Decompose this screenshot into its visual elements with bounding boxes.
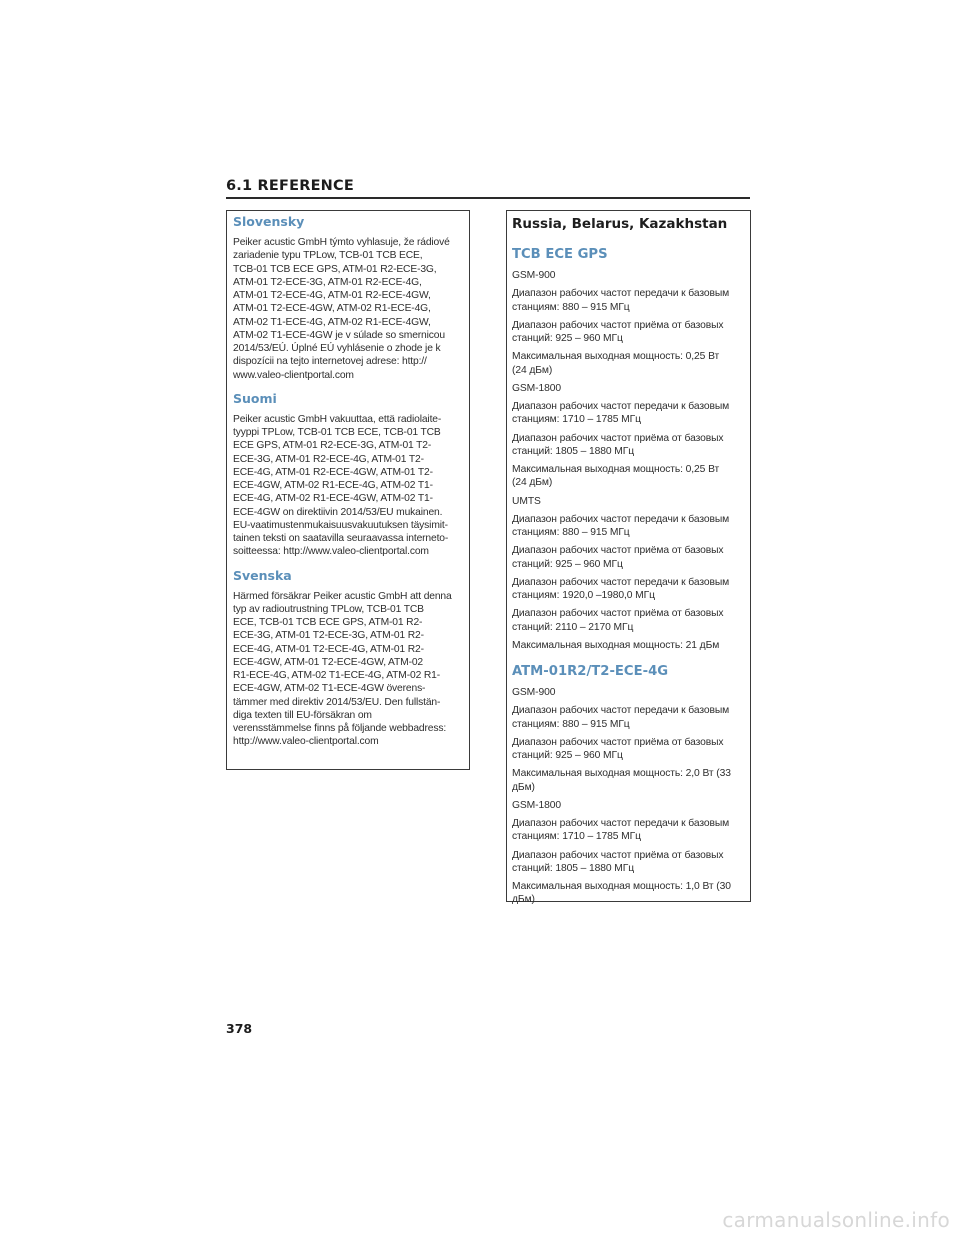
- declaration-text: Härmed försäkrar Peiker acustic GmbH att denna typ av radioutrustning TPLow, TCB-01 TCB ECE, TCB-01 TCB ECE GPS, ATM-01 R2- ECE-3G, ATM-01 T2-ECE-3G, ATM-01 R2- ECE-4G, ATM-01 T2-ECE-4G, ATM-01 R2- ECE-4GW, ATM-01 T2-ECE-4GW, ATM-02 R1-ECE-4G, ATM-02 T1-ECE-4G, ATM-02 R1- ECE-4GW, ATM-02 T1-ECE-4GW överens- tämmer med direktiv 2014/53/EU. Den fullstän- diga texten till EU-försäkran om verensstämmelse finns på följande webbadress: http://www.valeo-clientportal.com: [233, 590, 452, 748]
- spec-line: Максимальная выходная мощность: 2,0 Вт (33 дБм): [512, 768, 731, 793]
- spec-line: Диапазон рабочих частот передачи к базовым станциям: 880 – 915 МГц: [512, 288, 730, 313]
- spec-line: Диапазон рабочих частот передачи к базовым станциям: 880 – 915 МГц: [512, 705, 730, 730]
- page-number: 378: [226, 1021, 253, 1036]
- spec-line: GSM-1800: [512, 799, 561, 811]
- spec-line: Диапазон рабочих частот приёма от базовых станций: 2110 – 2170 МГц: [512, 608, 724, 633]
- spec-line: GSM-900: [512, 687, 556, 698]
- spec-line: Максимальная выходная мощность: 0,25 Вт (24 дБм): [512, 351, 720, 376]
- declaration-text: Peiker acustic GmbH vakuuttaa, että radiolaite- tyyppi TPLow, TCB-01 TCB ECE, TCB-01 TCB ECE GPS, ATM-01 R2-ECE-3G, ATM-01 T2- ECE-3G, ATM-01 R2-ECE-4G, ATM-01 T2- ECE-4G, ATM-01 R2-ECE-4GW, ATM-01 T2- ECE-4GW, ATM-02 R1-ECE-4G, ATM-02 T1- ECE-4G, ATM-02 R1-ECE-4GW, ATM-02 T1- ECE-4GW on direktiivin 2014/53/EU mukainen. EU-vaatimustenmukaisuusvakuutuksen täysimit- tainen teksti on saatavilla seuraavassa internetо- soitteessa: http://www.valeo-clientportal.com: [233, 413, 449, 558]
- spec-line: Диапазон рабочих частот передачи к базовым станциям: 1710 – 1785 МГц: [512, 401, 730, 426]
- eu-declarations-box: [226, 210, 470, 770]
- spec-line: Максимальная выходная мощность: 1,0 Вт (30 дБм): [512, 881, 731, 906]
- region-title: Russia, Belarus, Kazakhstan: [512, 216, 728, 232]
- watermark: carmanualsonline.info: [722, 1208, 950, 1232]
- device-specs: [512, 246, 744, 907]
- spec-line: Диапазон рабочих частот передачи к базовым станциям: 880 – 915 МГц: [512, 513, 730, 538]
- language-title: Svenska: [233, 567, 292, 583]
- spec-line: Диапазон рабочих частот приёма от базовых станций: 1805 – 1880 МГц: [512, 849, 724, 874]
- spec-line: Диапазон рабочих частот приёма от базовых станций: 925 – 960 МГц: [512, 545, 724, 570]
- spec-line: GSM-900: [512, 270, 556, 281]
- spec-line: UMTS: [512, 495, 541, 507]
- spec-line: Максимальная выходная мощность: 21 дБм: [512, 639, 720, 651]
- language-title: Suomi: [233, 390, 277, 406]
- device-title: ATM-01R2/T2-ECE-4G: [512, 664, 669, 679]
- spec-line: Диапазон рабочих частот передачи к базовым станциям: 1920,0 –1980,0 МГц: [512, 576, 730, 601]
- spec-line: Максимальная выходная мощность: 0,25 Вт (24 дБм): [512, 464, 720, 489]
- declaration-text: Peiker acustic GmbH týmto vyhlasuje, že rádiové zariadenie typu TPLow, TCB-01 TCB ECE, TCB-01 TCB ECE GPS, ATM-01 R2-ECE-3G, ATM-01 T2-ECE-3G, ATM-01 R2-ECE-4G, ATM-01 T2-ECE-4G, ATM-01 R2-ECE-4GW, ATM-01 T2-ECE-4GW, ATM-02 R1-ECE-4G, ATM-02 T1-ECE-4G, ATM-02 R1-ECE-4GW, ATM-02 T1-ECE-4GW je v súlade so smernicou 2014/53/EÚ. Úplné EÚ vyhlásenie o zhode je k dispozícii na tejto internetovej adrese: http:// www.valeo-clientportal.com: [233, 237, 450, 381]
- spec-line: GSM-1800: [512, 382, 561, 394]
- device-title: TCB ECE GPS: [512, 247, 608, 262]
- spec-line: Диапазон рабочих частот приёма от базовых станций: 1805 – 1880 МГц: [512, 432, 724, 457]
- russia-belarus-kazakhstan-box: [506, 210, 751, 906]
- spec-line: Диапазон рабочих частот приёма от базовых станций: 925 – 960 МГц: [512, 736, 724, 761]
- section-divider: [226, 197, 750, 199]
- spec-line: Диапазон рабочих частот приёма от базовых станций: 925 – 960 МГц: [512, 319, 724, 344]
- spec-line: Диапазон рабочих частот передачи к базовым станциям: 1710 – 1785 МГц: [512, 818, 730, 843]
- section-header: [226, 178, 750, 199]
- section-title: 6.1 REFERENCE: [226, 178, 354, 194]
- language-title: Slovensky: [233, 214, 305, 229]
